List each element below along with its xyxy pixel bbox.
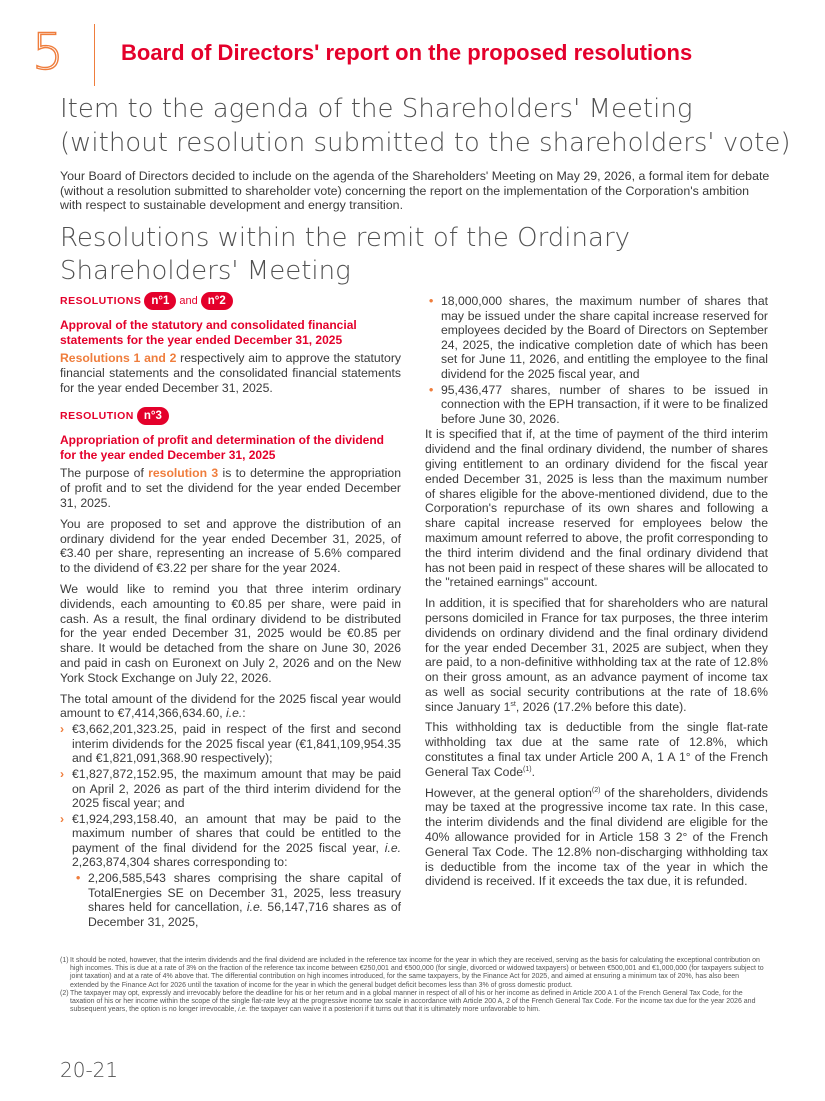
resolutions-heading-line2: Shareholders' Meeting bbox=[60, 256, 351, 286]
right-column bbox=[425, 293, 768, 889]
footnotes bbox=[60, 957, 768, 1014]
resolution-3-label bbox=[60, 405, 401, 427]
progressive-tax-paragraph: However, at the general option$^{(2)}$ of the shareholders, dividends may be taxed at the progressive income tax rate. In this case, the interim dividends and the final dividend are eligible for the 40% allowance provided for in Article 158 3 2° of the French General Tax Code. The 12.8% non-discharging withholding tax is deductible from the income tax of the year in which the dividend is received. If it exceeds the tax due, it is refunded. bbox=[425, 785, 768, 889]
list-item: › €1,924,293,158.40, an amount that may be paid to the maximum number of shares that could be entitled to the payment of the final dividend for the 2025 fiscal year, i.e. 2,263,874,304 shares corresponding to: bbox=[60, 811, 401, 870]
resolutions-heading bbox=[60, 222, 800, 288]
withholding-tax-paragraph: In addition, it is specified that for shareholders who are natural persons domiciled in France for tax purposes, the three interim dividends on ordinary dividend and the final ordinary dividend for the year ended December 31, 2025 are subject, when they are paid, to a non-definitive withholding tax at the rate of 12.8% on their gross amount, as an advance payment of income tax as well as social security contributions at the rate of 18.6% since January 1st, 2026 (17.2% before this date). bbox=[425, 596, 768, 714]
resolution-badge-2: n°2 bbox=[201, 292, 233, 310]
dividend-proposal-paragraph: You are proposed to set and approve the distribution of an ordinary dividend for the year ended December 31, 2025, of €3.40 per share, representing an increase of 5.6% compared to the dividend of €3.22 per share for the year 2024. bbox=[60, 516, 401, 576]
resolution-badge-3: n°3 bbox=[137, 407, 169, 425]
list-item: › €3,662,201,323.25, paid in respect of the first and second interim dividends for the 2025 fiscal year (€1,841,109,954.35 and €1,821,091,368.90 respectively); bbox=[60, 722, 401, 766]
agenda-paragraph: Your Board of Directors decided to include on the agenda of the Shareholders' Meeting on May 29, 2026, a formal item for debate (without a resolution submitted to shareholder vote) concerning the report on the implementation of the Corporation's ambition with respect to sustainable development and energy transition. bbox=[60, 169, 770, 212]
agenda-heading bbox=[60, 92, 800, 160]
left-column bbox=[60, 290, 401, 929]
resolutions-1-2-text: Resolutions 1 and 2 respectively aim to approve the statutory financial statements and the consolidated financial statements for the year ended December 31, 2025. bbox=[60, 351, 401, 395]
bullet-icon: • bbox=[429, 382, 434, 397]
bullet-icon: • bbox=[429, 294, 434, 308]
bullet-icon: • bbox=[76, 871, 81, 886]
resolutions-1-2-title: Approval of the statutory and consolidated financial statements for the year ended December 31, 2025 bbox=[60, 318, 357, 347]
resolutions-label-text: RESOLUTIONS bbox=[60, 295, 142, 307]
resolution-3-title: Appropriation of profit and determination of the dividend for the year ended December 31, 2025 bbox=[60, 433, 384, 462]
agenda-heading-line2: (without resolution submitted to the shareholders' vote) bbox=[60, 128, 791, 158]
list-item: • 95,436,477 shares, number of shares to be issued in connection with the EPH transaction, if it were to be finalized before June 30, 2026. bbox=[429, 382, 768, 426]
resolution-3-highlight: resolution 3 bbox=[148, 466, 219, 481]
footnote-2: (2) The taxpayer may opt, expressly and irrevocably before the deadline for his or her return and in a global manner in respect of all of his or her income as defined in Article 200 A 1 of the French General Tax Code, for the taxation of his or her income within the scope of the single flat-rate levy at the progressive income tax scale in accordance with Article 200 A, 2 of the French General Tax Code. For the income tax due for the year 2026 and subsequent years, the option is no longer irrevocable, i.e. the taxpayer can waive it a posteriori if it turns out that it is ultimately more unfavorable to him. bbox=[60, 989, 756, 1014]
list-item: • 2,206,585,543 shares comprising the share capital of TotalEnergies SE on December 31, 2025, less treasury shares held for cancellation, i.e. 56,147,716 shares as of December 31, 2025, bbox=[76, 871, 401, 929]
resolutions-1-2-label bbox=[60, 290, 401, 312]
resolutions-1-2-highlight: Resolutions 1 and 2 bbox=[60, 351, 177, 365]
chevron-right-icon: › bbox=[60, 811, 65, 826]
list-item: › €1,827,872,152.95, the maximum amount that may be paid on April 2, 2026 as part of the third interim dividend for the 2025 fiscal year; and bbox=[60, 766, 401, 811]
chapter-title: Board of Directors' report on the proposed resolutions bbox=[121, 40, 693, 65]
header-divider bbox=[94, 24, 95, 86]
and-text: and bbox=[179, 295, 198, 307]
agenda-heading-line1: Item to the agenda of the Shareholders' Meeting bbox=[60, 94, 693, 124]
chapter-number: 5 bbox=[32, 23, 64, 81]
chevron-right-icon: › bbox=[60, 766, 65, 781]
page-number: 20-21 bbox=[60, 1058, 119, 1082]
resolution-badge-1: n°1 bbox=[144, 292, 176, 310]
list-item: • 18,000,000 shares, the maximum number of shares that may be issued under the share capital increase reserved for employees decided by the Board of Directors on September 24, 2025, the indicative completion date of which has been set for June 11, 2026, and entitling the employee to the final dividend for the 2025 fiscal year, and bbox=[429, 294, 768, 381]
resolution-3-purpose: The purpose of resolution 3 is to determine the appropriation of profit and to set the dividend for the year ended December 31, 2025. bbox=[60, 466, 401, 510]
resolution-label-text: RESOLUTION bbox=[60, 410, 134, 423]
interim-dividends-paragraph: We would like to remind you that three interim ordinary dividends, each amounting to €0.85 per share, were paid in cash. As a result, the final ordinary dividend to be distributed for the year ended December 31, 2025 would be €0.85 per share. It would be detached from the share on June 30, 2026 and paid in cash on Euronext on July 2, 2026 and on the New York Stock Exchange on July 22, 2026. bbox=[60, 581, 401, 685]
shares-specification-paragraph: It is specified that if, at the time of payment of the third interim dividend and the final ordinary dividend, the number of shares giving entitlement to an ordinary dividend for the fiscal year ended December 31, 2025 is less than the maximum number of shares eligible for the above-mentioned dividend, due to the Corporation's repurchase of its own shares and following a share capital increase reserved for employees below the maximum amount referred to above, the profit corresponding to the third interim dividend and the final ordinary dividend that has not been paid in respect of these shares will be allocated to the "retained earnings" account. bbox=[425, 427, 768, 590]
footnote-ref-1[interactable]: (1) bbox=[523, 765, 532, 773]
footnote-ref-2[interactable]: (2) bbox=[591, 786, 601, 794]
resolutions-heading-line1: Resolutions within the remit of the Ordinary bbox=[60, 223, 631, 253]
deductible-tax-paragraph: This withholding tax is deductible from the single flat-rate withholding tax due at the same rate of 12.8%, which constitutes a final tax under Article 200 A, 1 A 1° of the French General Tax Code$^{(1)}$. bbox=[425, 720, 768, 779]
total-dividend-paragraph: The total amount of the dividend for the 2025 fiscal year would amount to €7,414,366,634.60, i.e.: bbox=[60, 691, 401, 721]
footnote-1: (1) It should be noted, however, that the interim dividends and the final dividend are included in the reference tax income for the year in which they are received, serving as the basis for calculating the exceptional contribution on high incomes. This is due at a rate of 3% on the fraction of the reference tax income between €250,001 and €500,000 (for single, divorced or widowed taxpayers) or between €500,001 and €1,000,000 (for taxpayers subject to joint taxation) and at a rate of 4% above that. The differential contribution on high incomes introduced, for the same taxpayers, by the Finance Act for 2025, and aimed at ensuring a minimum tax of 20%, has also been extended by the Finance Act for 2026 until the taxation of income for the year in which the general budget deficit becomes less than 3% of gross domestic product. bbox=[60, 957, 764, 989]
chevron-right-icon: › bbox=[60, 722, 65, 737]
